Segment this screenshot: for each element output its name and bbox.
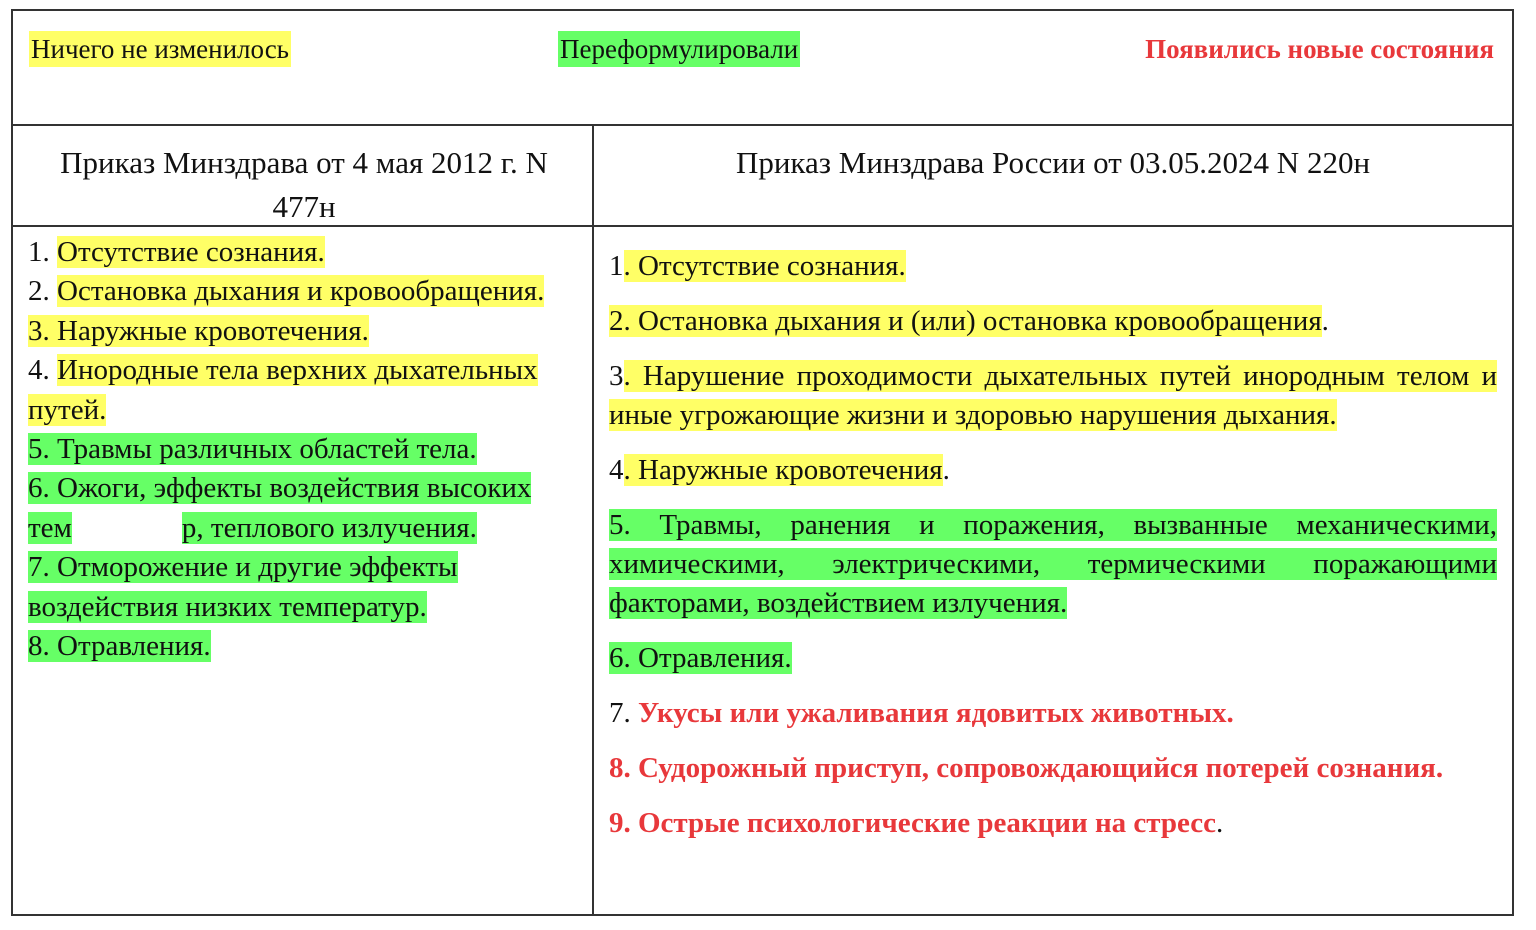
header-order-2024: Приказ Минздрава России от 03.05.2024 N 220н (735, 145, 1371, 180)
list-item (609, 247, 1497, 286)
item-text: Остановка дыхания и (или) остановка кровообращения (638, 304, 1322, 337)
item-text: Отравления. (57, 630, 211, 663)
item-number: 3. (28, 314, 57, 347)
item-number: 5. (28, 433, 57, 466)
legend-row (13, 11, 1512, 126)
list-item (28, 627, 573, 666)
item-tail: . (1321, 304, 1329, 337)
item-number: 2. (28, 275, 57, 308)
list-item (609, 302, 1497, 341)
list-item (28, 272, 573, 311)
item-text: Укусы или ужаливания ядовитых животных. (638, 697, 1234, 729)
item-text: Отморожение и другие эффекты воздействия низких температур. (28, 551, 458, 623)
list-item (28, 233, 573, 272)
list-item (609, 451, 1497, 490)
list-item (28, 430, 573, 469)
list-item (609, 749, 1497, 788)
item-text: . Отсутствие сознания. (623, 250, 906, 282)
item-number: 2. (609, 304, 638, 337)
legend-unchanged: Ничего не изменилось (29, 31, 291, 67)
item-text: Остановка дыхания и кровообращения. (57, 275, 545, 308)
item-text: 9. Острые психологические реакции на стресс (609, 806, 1216, 839)
list-order-2024 (609, 247, 1497, 858)
item-number: 4. (28, 354, 57, 387)
item-text: Наружные кровотечения. (57, 314, 369, 347)
list-item (28, 548, 573, 627)
item-text: Отсутствие сознания. (57, 236, 325, 268)
item-text: . Нарушение проходимости дыхательных путей инородным телом и иные угрожающие жизни и здоровью нарушения дыхания. (609, 359, 1497, 431)
item-tail: . (942, 453, 950, 486)
item-text: 8. Судорожный приступ, сопровождающийся потерей сознания. (609, 751, 1444, 784)
item-text: 6. Отравления. (609, 642, 792, 675)
item-number: 3 (609, 359, 624, 392)
item-number: 8. (28, 630, 57, 663)
legend-reformulated: Переформулировали (558, 31, 800, 67)
list-item (609, 639, 1497, 678)
item-text: Травмы различных областей тела. (57, 433, 477, 466)
item-number: 1. (28, 236, 57, 268)
item-text: Инородные тела верхних дыхательных путей. (28, 354, 538, 426)
item-number: 7. (28, 551, 57, 584)
list-item (28, 469, 573, 548)
item-number: 7. (609, 697, 638, 729)
list-order-2012 (28, 233, 573, 666)
item-number: 1 (609, 250, 624, 282)
item-number: 6. (28, 472, 57, 505)
list-item (28, 312, 573, 351)
item-tail: . (1215, 806, 1224, 839)
comparison-table (11, 9, 1514, 916)
item-text: 5. Травмы, ранения и поражения, вызванные механическими, химическими, электрическими, термическими поражающими факторами, воздействием излучения. (609, 508, 1497, 620)
list-item (609, 804, 1497, 843)
list-item (609, 357, 1497, 436)
list-item (609, 694, 1497, 733)
list-item (28, 351, 573, 430)
item-text: р, теплового излучения. (181, 511, 477, 544)
header-order-2012: Приказ Минздрава от 4 мая 2012 г. N 477н (60, 145, 548, 224)
legend-new-states: Появились новые состояния (1145, 34, 1494, 64)
item-text: . Наружные кровотечения (623, 453, 943, 486)
item-text: Ожоги, эффекты воздействия высоких тем (28, 472, 532, 544)
item-number: 4 (609, 453, 624, 486)
column-divider (592, 126, 594, 916)
list-item (609, 506, 1497, 624)
